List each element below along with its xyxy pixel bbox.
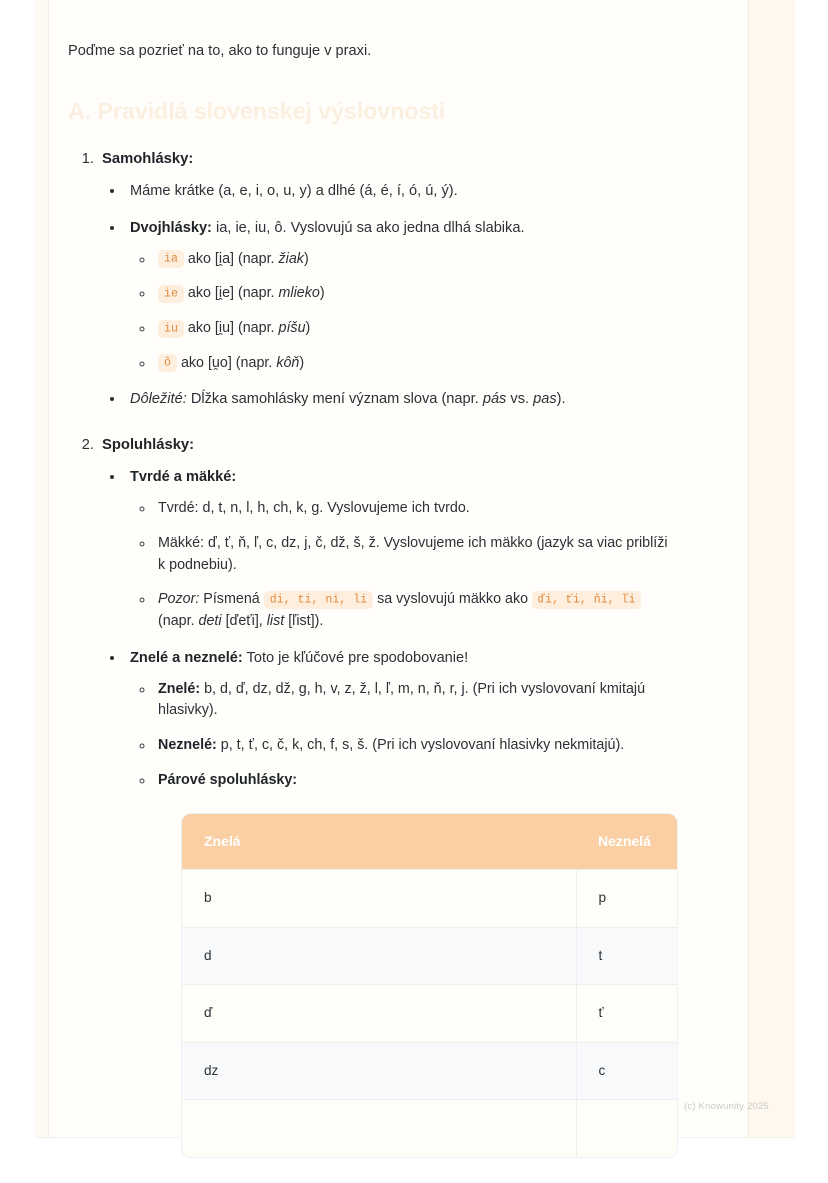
- pozor-t1: Písmená: [199, 591, 264, 608]
- neznele-label: Neznelé:: [158, 737, 217, 754]
- table-row: [182, 1042, 677, 1100]
- o-desc-post: ): [299, 354, 305, 371]
- code-chip-iu: iu: [158, 320, 184, 338]
- pairs-table-body: [182, 869, 677, 1157]
- znele-text: b, d, ď, dz, dž, g, h, v, z, ž, l, ľ, m, n, ň, r, j. (Pri ich vyslovovaní kmitajú hlasivky).: [158, 680, 646, 719]
- pozor-example-deti: deti: [198, 613, 222, 630]
- sub-item-ie: [154, 283, 678, 305]
- item-title-spoluhlasky: Spoluhlásky:: [102, 437, 195, 454]
- iu-desc-pre: ako [i̯u] (napr.: [183, 320, 279, 337]
- ia-desc-post: ): [303, 250, 309, 267]
- table-row: [182, 927, 677, 985]
- sub-item-ia: [154, 249, 678, 271]
- sub-item-makke: ◦ Mäkké: ď, ť, ň, ľ, c, dz, j, č, dž, š, ž. Vyslovujeme ich mäkko (jazyk sa viac priblíži k podnebiu).: [154, 533, 678, 576]
- pairs-table: [182, 814, 677, 1158]
- ia-desc-pre: ako [i̯a] (napr.: [183, 250, 279, 267]
- cell-znela: b: [182, 869, 576, 927]
- code-chip-di-ti-ni-li: di, ti, ni, li: [264, 591, 373, 609]
- pairs-table-wrapper: [182, 814, 677, 1158]
- cell-znela: ď: [182, 985, 576, 1043]
- bullet-dolezite: [125, 389, 678, 411]
- copyright-watermark: (c) Knowunity 2025: [684, 1101, 769, 1112]
- bullet-kratke-dlhe: [125, 181, 678, 203]
- spoluhlasky-bullets: [102, 467, 678, 1157]
- ia-example: žiak: [278, 250, 304, 267]
- cell-neznela: p: [576, 869, 677, 927]
- sub-item-tvrde: ◦ Tvrdé: d, t, n, l, h, ch, k, g. Vyslovujeme ich tvrdo.: [154, 498, 678, 520]
- parove-spoluhlasky-label: Párové spoluhlásky:: [158, 771, 298, 788]
- sub-item-znele: [154, 679, 678, 722]
- dolezite-label: Dôležité:: [130, 391, 187, 408]
- znele-label: Znelé:: [158, 680, 201, 697]
- cell-neznela: ť: [576, 985, 677, 1043]
- ie-desc-post: ): [319, 285, 325, 302]
- bullet-znele-neznele: [125, 648, 678, 1157]
- sub-item-iu: [154, 318, 678, 340]
- dolezite-example-1: pás: [482, 391, 507, 408]
- sub-item-parove-spoluhlasky: [154, 770, 678, 1157]
- item-title-samohlasky: Samohlásky:: [102, 150, 194, 167]
- o-example: kôň: [276, 354, 300, 371]
- znele-neznele-sublist: [130, 679, 678, 1157]
- pozor-t4: [ďeťi],: [221, 613, 267, 630]
- cell-znela: dz: [182, 1042, 576, 1100]
- code-chip-ie: ie: [158, 285, 184, 303]
- znele-neznele-text: Toto je kľúčové pre spodobovanie!: [242, 649, 469, 666]
- dolezite-mid: Dĺžka samohlásky mení význam slova (napr.: [186, 391, 483, 408]
- sub-item-neznele: [154, 735, 678, 757]
- table-header-row: [182, 814, 677, 870]
- page-gutter-right: [748, 0, 795, 1138]
- code-chip-soft-di-ti-ni-li: ďi, ťi, ňi, ľi: [532, 591, 641, 609]
- cell-neznela: t: [576, 927, 677, 985]
- samohlasky-bullets: [102, 181, 678, 412]
- cell-neznela: c: [576, 1042, 677, 1100]
- section-heading: A. Pravidlá slovenskej výslovnosti: [68, 97, 446, 124]
- code-chip-o-circumflex: ô: [158, 354, 177, 372]
- sub-item-pozor: [154, 589, 678, 632]
- dolezite-post: ).: [556, 391, 566, 408]
- pozor-t2: sa vyslovujú mäkko ako: [373, 591, 533, 608]
- list-item-spoluhlasky: [98, 437, 678, 1157]
- tvrde-makke-label: Tvrdé a mäkké:: [130, 469, 237, 486]
- pozor-t5: [ľist]).: [284, 613, 324, 630]
- column-header-znela: Znelá: [182, 814, 576, 870]
- cell-znela: d: [182, 927, 576, 985]
- dolezite-example-2: pas: [533, 391, 557, 408]
- pairs-table-head: [182, 814, 677, 870]
- ie-example: mlieko: [278, 285, 320, 302]
- pozor-label: Pozor:: [158, 591, 200, 608]
- list-item-samohlasky: [98, 151, 678, 412]
- bullet-dvojhlasky: [125, 218, 678, 375]
- cell-znela: [182, 1100, 576, 1157]
- intro-paragraph: Poďme sa pozrieť na to, ako to funguje v praxi.: [68, 43, 372, 59]
- pozor-t3: (napr.: [158, 613, 199, 630]
- dvojhlasky-text: ia, ie, iu, ô. Vyslovujú sa ako jedna dlhá slabika.: [211, 219, 525, 236]
- neznele-text: p, t, ť, c, č, k, ch, f, s, š. (Pri ich vyslovovaní hlasivky nekmitajú).: [216, 737, 625, 754]
- kratke-dlhe-text: Máme krátke (a, e, i, o, u, y) a dlhé (á, é, í, ó, ú, ý).: [130, 182, 458, 199]
- znele-neznele-label: Znelé a neznelé:: [130, 649, 243, 666]
- table-row: [182, 1100, 677, 1157]
- table-row: [182, 869, 677, 927]
- o-desc-pre: ako [u̯o] (napr.: [176, 354, 277, 371]
- cell-neznela: [576, 1100, 677, 1157]
- main-ordered-list: [68, 151, 678, 1157]
- iu-example: píšu: [278, 320, 306, 337]
- dvojhlasky-sublist: [130, 249, 678, 375]
- pozor-example-list: list: [266, 613, 285, 630]
- page-gutter-left: [34, 0, 49, 1138]
- table-row: [182, 985, 677, 1043]
- column-header-neznela: Neznelá: [576, 814, 677, 870]
- document-content: [68, 40, 678, 1183]
- sub-item-o-circumflex: [154, 353, 678, 375]
- iu-desc-post: ): [305, 320, 311, 337]
- code-chip-ia: ia: [158, 250, 184, 268]
- ie-desc-pre: ako [i̯e] (napr.: [183, 285, 279, 302]
- dvojhlasky-label: Dvojhlásky:: [130, 219, 212, 236]
- tvrde-makke-sublist: [130, 498, 678, 633]
- bullet-tvrde-makke: [125, 467, 678, 632]
- dolezite-mid-2: vs.: [506, 391, 534, 408]
